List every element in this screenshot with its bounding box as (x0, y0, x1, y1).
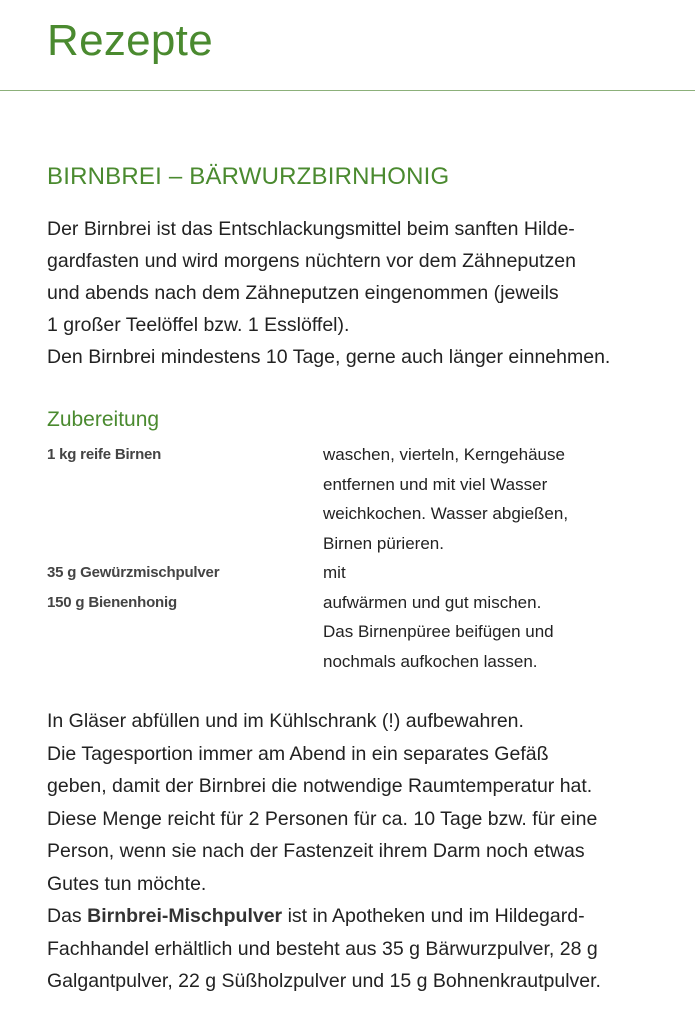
instruction-line: mit (323, 563, 346, 582)
intro-line: 1 großer Teelöffel bzw. 1 Esslöffel). (47, 314, 350, 336)
instruction-line: Birnen pürieren. (323, 533, 444, 553)
final-note-rest: ist in Apotheken und im Hildegard- (282, 905, 585, 927)
closing-line: geben, damit der Birnbrei die notwendige Raumtemperatur hat. (47, 775, 593, 797)
step-instruction (323, 440, 653, 558)
closing-line: Die Tagesportion immer am Abend in ein separates Gefäß (47, 742, 549, 765)
instruction-line: nochmals aufkochen lassen. (323, 651, 538, 671)
final-note-line (47, 900, 672, 933)
page-title: Rezepte (47, 16, 213, 65)
intro-line: gardfasten und wird morgens nüchtern vor dem Zähneputzen (47, 250, 576, 272)
step-row (47, 558, 667, 588)
step-row (47, 588, 667, 677)
closing-line: Gutes tun möchte. (47, 872, 207, 895)
preparation-steps (47, 440, 667, 676)
instruction-line: Das Birnenpüree beifügen und (323, 622, 554, 641)
closing-line: In Gläser abfüllen und im Kühlschrank (!) aufbewahren. (47, 710, 524, 732)
step-row (47, 440, 667, 558)
final-note-line: Galgantpulver, 22 g Süßholzpulver und 15 g Bohnenkrautpulver. (47, 970, 601, 992)
step-ingredient: 150 g Bienenhonig (47, 593, 177, 611)
closing-line: Person, wenn sie nach der Fastenzeit ihrem Darm noch etwas (47, 840, 585, 862)
step-instruction (323, 588, 653, 677)
instruction-line: weichkochen. Wasser abgießen, (323, 504, 569, 523)
instruction-line: aufwärmen und gut mischen. (323, 592, 542, 612)
final-note-line: Fachhandel erhältlich und besteht aus 35 g Bärwurzpulver, 28 g (47, 937, 598, 960)
step-ingredient: 1 kg reife Birnen (47, 446, 162, 463)
mix-powder-term: Birnbrei-Mischpulver (87, 905, 283, 927)
final-note-prefix: Das (47, 905, 88, 927)
intro-line: und abends nach dem Zähneputzen eingenommen (jeweils (47, 282, 559, 304)
intro-line: Den Birnbrei mindestens 10 Tage, gerne auch länger einnehmen. (47, 346, 611, 368)
step-ingredient: 35 g Gewürzmischpulver (47, 564, 220, 581)
instruction-line: entfernen und mit viel Wasser (323, 474, 548, 494)
step-instruction (323, 558, 653, 588)
recipe-closing (47, 705, 672, 998)
closing-line: Diese Menge reicht für 2 Personen für ca. 10 Tage bzw. für eine (47, 807, 598, 830)
page-header (0, 0, 695, 91)
instruction-line: waschen, vierteln, Kerngehäuse (323, 445, 565, 464)
recipe-title: BIRNBREI – BÄRWURZBIRNHONIG (47, 163, 450, 190)
intro-line: Der Birnbrei ist das Entschlackungsmittel beim sanften Hilde- (47, 218, 575, 240)
recipe-intro (47, 213, 667, 373)
preparation-heading: Zubereitung (47, 408, 160, 431)
